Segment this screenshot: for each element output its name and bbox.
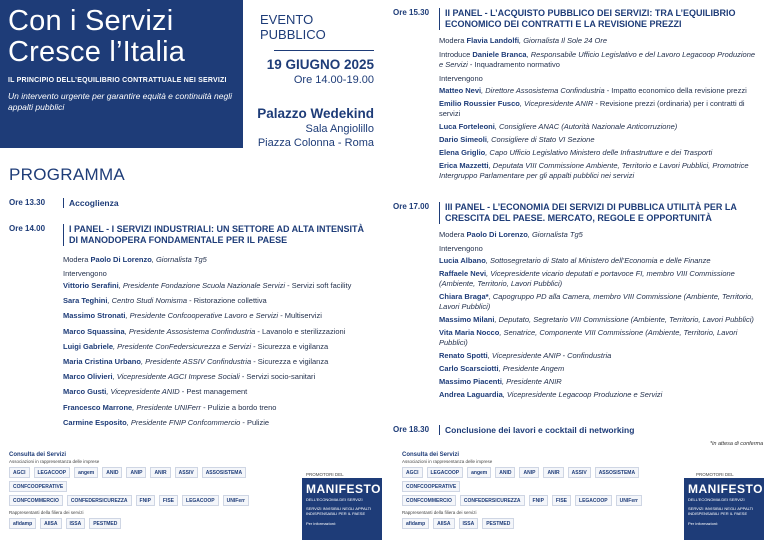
welcome-slot: [9, 198, 379, 210]
speaker-role: , Vicepresidente ANIR: [519, 99, 594, 108]
member-logo: PESTMED: [482, 518, 514, 529]
speaker-row: [63, 327, 375, 337]
member-logo: LEGACOOP: [182, 495, 219, 506]
member-logo: AGCI: [9, 467, 30, 478]
member-logo: LEGACOOP: [575, 495, 612, 506]
speaker-role: , Direttore Assosistema Confindustria: [481, 86, 605, 95]
speaker-name: Vittorio Serafini: [63, 281, 119, 290]
speaker-role: , Capogruppo PD alla Camera, membro VIII Commissione (Ambiente, Territorio, Lavori Pubblici): [439, 292, 754, 311]
speaker-topic: - Pulizie: [240, 417, 270, 427]
hero-title-line1: Con i Servizi: [8, 5, 174, 37]
panel2-speakers: [439, 86, 761, 181]
speaker-role: , Presidente Confcooperative Lavoro e Servizi: [125, 311, 279, 321]
speaker-name: Luca Forteleoni: [439, 122, 495, 131]
hero-subtitle: Un intervento urgente per garantire equità e continuità negli appalti pubblici: [8, 91, 232, 112]
member-logo: ASSIV: [175, 467, 198, 478]
panel3-time: Ore 17.00: [393, 202, 430, 211]
speaker-topic: - Pest management: [179, 387, 248, 397]
speaker-role: , Senatrice, Componente VIII Commissione (Ambiente, Territorio, Lavori Pubblici): [439, 328, 738, 347]
speaker-row: [63, 418, 375, 428]
panel3-title: III PANEL - L’ECONOMIA DEI SERVIZI DI PUBBLICA UTILITÀ PER LA CRESCITA DEL PAESE. MERCATO, REGOLE E OPPORTUNITÀ: [439, 202, 761, 224]
panel2-slot: [393, 8, 763, 198]
manifesto-body: SERVIZI INVISIBILI NEGLI APPALTI INDISPENSABILI PER IL PAESE: [688, 506, 754, 516]
speaker-topic: - Pulizie a bordo treno: [200, 402, 277, 412]
speaker-name: Matteo Nevi: [439, 86, 482, 95]
panel2-introducer: [439, 50, 761, 70]
moderator-name: Paolo Di Lorenzo: [90, 255, 152, 264]
manifesto-body: SERVIZI INVISIBILI NEGLI APPALTI INDISPENSABILI PER IL PAESE: [306, 506, 372, 516]
moderator-name: Flavia Landolfi: [466, 36, 520, 45]
logos-row3: [9, 518, 299, 529]
intervengono-label: Intervengono: [63, 269, 107, 278]
speaker-role: , Presidente ConFedersicurezza e Servizi: [113, 341, 251, 351]
introduce-label: Introduce: [439, 50, 471, 59]
speaker-name: Marco Gusti: [63, 387, 107, 397]
speaker-row: [63, 387, 375, 397]
hero-tagline: IL PRINCIPIO DELL’EQUILIBRIO CONTRATTUALE NEI SERVIZI: [8, 77, 227, 84]
member-logo: ANIR: [543, 467, 563, 478]
hero-banner: [0, 0, 243, 148]
speaker-row: [63, 296, 375, 306]
member-logo: CONFCOOPERATIVE: [402, 481, 460, 492]
speaker-topic: - Sicurezza e vigilanza: [251, 356, 329, 366]
speaker-role: , Vicepresidente Legacoop Produzione e Servizi: [502, 390, 663, 399]
right-footer: [402, 452, 692, 540]
speaker-role: , Deputato, Segretario VIII Commissione (Ambiente, Territorio, Lavori Pubblici): [494, 315, 754, 324]
closing-time: Ore 18.30: [393, 425, 430, 434]
intervengono-label: Intervengono: [439, 244, 483, 253]
introducer-role: , Responsabile Ufficio Legislativo e del Lavoro Legacoop Produzione e Servizi: [439, 50, 756, 69]
speaker-topic: - Multiservizi: [278, 311, 322, 321]
speaker-name: Raffaele Nevi: [439, 269, 487, 278]
speaker-role: , Vicepresidente vicario deputati e portavoce FI, membro VIII Commissione (Ambiente, Territorio, Lavori Pubblici): [439, 269, 735, 288]
introducer-name: Daniele Branca: [472, 50, 527, 59]
speaker-row: [439, 161, 761, 181]
speaker-role: , Vicepresidente ANID: [106, 387, 180, 397]
speaker-role: , Presidente ASSIV Confindustria: [140, 356, 252, 366]
member-logo: FNIP: [529, 495, 548, 506]
member-logo: ASSOSISTEMA: [202, 467, 246, 478]
speaker-name: Marco Olivieri: [63, 372, 113, 382]
speaker-name: Vita Maria Nocco: [439, 328, 500, 337]
speaker-topic: - Lavanolo e sterilizzazioni: [255, 326, 346, 336]
member-logo: PESTMED: [89, 518, 121, 529]
panel1-slot: [9, 224, 379, 434]
speaker-role: , Presidente ANIR: [501, 377, 562, 386]
speaker-row: [63, 357, 375, 367]
speaker-topic: - Ristorazione collettiva: [187, 296, 267, 306]
event-room: Sala Angiolillo: [305, 123, 374, 135]
footer-filiera-label: Rappresentanti della filiera dei servizi: [402, 510, 477, 515]
member-logo: angem: [74, 467, 98, 478]
logos-row2: [402, 495, 692, 506]
speaker-row: [439, 135, 761, 145]
closing-slot: [393, 425, 763, 437]
speaker-row: [439, 86, 761, 96]
modera-label: Modera: [63, 255, 89, 264]
logos-row1: [9, 467, 299, 492]
welcome-title: Accoglienza: [63, 198, 119, 208]
member-logo: FNIP: [136, 495, 155, 506]
speaker-name: Renato Spotti: [439, 351, 488, 360]
speaker-role: , Presidente Assosistema Confindustria: [124, 326, 256, 336]
manifesto-title: MANIFESTO: [306, 482, 381, 496]
speaker-role: , Centro Studi Nomisma: [107, 296, 188, 306]
event-address: Piazza Colonna - Roma: [257, 137, 374, 149]
speaker-row: [439, 390, 761, 400]
speaker-row: [439, 377, 761, 387]
speaker-role: , Presidente Angem: [498, 364, 565, 373]
moderator-name: Paolo Di Lorenzo: [466, 230, 528, 239]
speaker-row: [439, 315, 761, 325]
member-logo: CONFEDERSICUREZZA: [67, 495, 132, 506]
member-logo: CONFCOMMERCIO: [402, 495, 456, 506]
event-type: EVENTO PUBBLICO: [260, 12, 326, 42]
speaker-row: [63, 342, 375, 352]
member-logo: ANIP: [126, 467, 146, 478]
speaker-name: Luigi Gabriele: [63, 341, 114, 351]
speaker-role: , Deputata VIII Commissione Ambiente, Territorio e Lavori Pubblici, Promotrice Intergruppo Parlamentare per gli appalti pubblici nei servizi: [439, 161, 749, 180]
modera-label: Modera: [439, 230, 465, 239]
speaker-topic: - Servizi socio-sanitari: [239, 372, 316, 382]
member-logo: ANIR: [150, 467, 170, 478]
manifesto-subtitle: DELL’ECONOMIA DEI SERVIZI: [688, 497, 745, 502]
hero-title-line2: Cresce l’Italia: [8, 36, 186, 68]
member-logo: LEGACOOP: [427, 467, 464, 478]
speaker-row: [439, 148, 761, 158]
programma-heading: PROGRAMMA: [9, 165, 126, 184]
speaker-name: Dario Simeoli: [439, 135, 487, 144]
speaker-row: [439, 269, 761, 289]
member-logo: UNIFerr: [616, 495, 642, 506]
member-logo: FISE: [159, 495, 178, 506]
member-logo: ANID: [102, 467, 122, 478]
manifesto-box: [302, 478, 382, 540]
event-date: 19 GIUGNO 2025: [266, 57, 374, 72]
logos-row1: [402, 467, 692, 492]
introducer-topic: - Inquadramento normativo: [467, 60, 560, 69]
speaker-role: , Vicepresidente ANIP - Confindustria: [487, 351, 612, 360]
speaker-name: Chiara Braga*: [439, 292, 489, 301]
modera-label: Modera: [439, 36, 465, 45]
member-logo: ISSA: [66, 518, 86, 529]
event-divider: [274, 50, 374, 51]
panel2-body: [439, 8, 761, 184]
speaker-row: [63, 372, 375, 382]
speaker-row: [439, 99, 761, 119]
speaker-name: Erica Mazzetti: [439, 161, 489, 170]
member-logo: afidamp: [402, 518, 429, 529]
manifesto-contact: Per informazioni:: [688, 521, 719, 526]
panel2-moderator: [439, 36, 761, 46]
panel1-speakers: [63, 281, 375, 428]
speaker-name: Elena Griglio: [439, 148, 486, 157]
manifesto-contact: Per informazioni:: [306, 521, 337, 526]
member-logo: CONFCOOPERATIVE: [9, 481, 67, 492]
member-logo: AIISA: [433, 518, 454, 529]
footer-heading: Consulta dei Servizi: [9, 452, 67, 458]
speaker-row: [439, 328, 761, 348]
speaker-role: , Capo Ufficio Legislativo Ministero delle Infrastrutture e dei Trasporti: [485, 148, 713, 157]
speaker-row: [63, 281, 375, 291]
speaker-name: Massimo Milani: [439, 315, 495, 324]
closing-title: Conclusione dei lavori e cocktail di networking: [439, 425, 634, 435]
member-logo: CONFCOMMERCIO: [9, 495, 63, 506]
member-logo: ANID: [495, 467, 515, 478]
speaker-row: [63, 311, 375, 321]
speaker-row: [439, 351, 761, 361]
speaker-name: Massimo Piacenti: [439, 377, 502, 386]
footer-heading: Consulta dei Servizi: [402, 452, 460, 458]
speaker-row: [439, 292, 761, 312]
speaker-name: Marco Squassina: [63, 326, 125, 336]
left-footer: [9, 452, 299, 540]
member-logo: LEGACOOP: [34, 467, 71, 478]
manifesto-title: MANIFESTO: [688, 482, 763, 496]
speaker-name: Carlo Scarsciotti: [439, 364, 499, 373]
logos-row3: [402, 518, 692, 529]
speaker-name: Emilio Roussier Fusco: [439, 99, 520, 108]
speaker-row: [439, 122, 761, 132]
welcome-time: Ore 13.30: [9, 198, 46, 207]
panel1-body: [63, 224, 375, 433]
panel1-moderator: [63, 255, 375, 265]
speaker-name: Francesco Marrone: [63, 402, 133, 412]
member-logo: AIISA: [40, 518, 61, 529]
speaker-name: Carmine Esposito: [63, 417, 127, 427]
member-logo: FISE: [552, 495, 571, 506]
logos-row2: [9, 495, 299, 506]
speaker-row: [439, 256, 761, 266]
speaker-topic: - Servizi soft facility: [285, 281, 352, 290]
member-logo: ANIP: [519, 467, 539, 478]
event-venue: Palazzo Wedekind: [257, 106, 374, 121]
speaker-role: , Sottosegretario di Stato al Ministero dell’Economia e delle Finanze: [485, 256, 711, 265]
right-page: [384, 0, 768, 543]
moderator-role: , Giornalista Tg5: [151, 255, 207, 264]
speaker-row: [439, 364, 761, 374]
panel3-slot: [393, 202, 763, 417]
speaker-role: , Consigliere di Stato VI Sezione: [486, 135, 595, 144]
speaker-role: , Presidente FNIP Confcommercio: [126, 417, 241, 427]
moderator-role: , Giornalista Tg5: [527, 230, 583, 239]
panel3-moderator: [439, 230, 761, 240]
promoter-label: PROMOTORI DEL: [696, 472, 734, 477]
panel3-body: [439, 202, 761, 403]
panel1-title: I PANEL - I SERVIZI INDUSTRIALI: UN SETTORE AD ALTA INTENSITÀ DI MANODOPERA FONDAMENTALE PER IL PAESE: [63, 224, 375, 246]
member-logo: ISSA: [459, 518, 479, 529]
promoter-label: PROMOTORI DEL: [306, 472, 344, 477]
member-logo: afidamp: [9, 518, 36, 529]
event-time: Ore 14.00-19.00: [293, 74, 374, 86]
speaker-role: , Consigliere ANAC (Autorità Nazionale Anticorruzione): [494, 122, 678, 131]
footer-members-label: Associazioni in rappresentanza delle imprese: [9, 459, 100, 464]
intervengono-label: Intervengono: [439, 74, 483, 83]
speaker-topic: - Sicurezza e vigilanza: [251, 341, 329, 351]
manifesto-subtitle: DELL’ECONOMIA DEI SERVIZI: [306, 497, 363, 502]
speaker-topic: - Revisione prezzi (ordinaria) per i contratti di servizi: [439, 99, 745, 118]
speaker-name: Sara Teghini: [63, 296, 108, 306]
panel1-time: Ore 14.00: [9, 224, 46, 233]
moderator-role: , Giornalista Il Sole 24 Ore: [519, 36, 608, 45]
speaker-role: , Presidente Fondazione Scuola Nazionale Servizi: [118, 281, 286, 290]
footer-filiera-label: Rappresentanti della filiera dei servizi: [9, 510, 84, 515]
member-logo: CONFEDERSICUREZZA: [460, 495, 525, 506]
speaker-topic: - Impatto economico della revisione prezzi: [604, 86, 747, 95]
manifesto-box: [684, 478, 764, 540]
event-info: [252, 12, 374, 149]
speaker-name: Andrea Laguardia: [439, 390, 503, 399]
member-logo: AGCI: [402, 467, 423, 478]
speaker-name: Lucia Albano: [439, 256, 486, 265]
panel2-time: Ore 15.30: [393, 8, 430, 17]
hero-title: [8, 6, 235, 68]
panel2-title: II PANEL - L’ACQUISTO PUBBLICO DEI SERVIZI: TRA L’EQUILIBRIO ECONOMICO DEI CONTRATTI E LA REVISIONE PREZZI: [439, 8, 761, 30]
member-logo: angem: [467, 467, 491, 478]
speaker-row: [63, 403, 375, 413]
speaker-name: Maria Cristina Urbano: [63, 356, 141, 366]
panel3-speakers: [439, 256, 761, 400]
member-logo: ASSIV: [568, 467, 591, 478]
speaker-role: , Presidente UNIFerr: [132, 402, 201, 412]
footer-members-label: Associazioni in rappresentanza delle imprese: [402, 459, 493, 464]
confirmation-note: *in attesa di conferma: [710, 441, 764, 447]
member-logo: UNIFerr: [223, 495, 249, 506]
speaker-role: , Vicepresidente AGCI Imprese Sociali: [112, 372, 240, 382]
speaker-name: Massimo Stronati: [63, 311, 126, 321]
member-logo: ASSOSISTEMA: [595, 467, 639, 478]
